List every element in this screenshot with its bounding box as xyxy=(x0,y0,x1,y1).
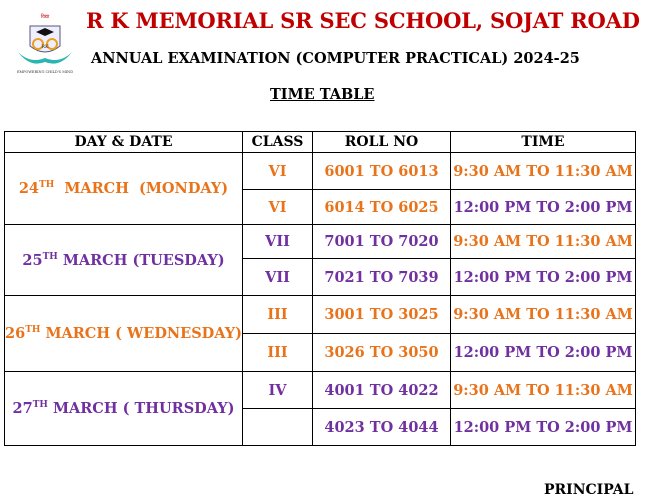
date-text: MARCH ( THURSDAY) xyxy=(47,400,235,417)
class-cell: VII xyxy=(243,259,313,296)
class-cell: VI xyxy=(243,153,313,190)
date-text: MARCH ( WEDNESDAY) xyxy=(40,325,242,342)
table-row xyxy=(5,153,636,190)
svg-text:EMPOWERING CHILD'S MIND: EMPOWERING CHILD'S MIND xyxy=(16,70,74,74)
class-cell: VII xyxy=(243,225,313,259)
roll-cell: 6001 TO 6013 xyxy=(313,153,451,190)
timetable xyxy=(4,131,636,446)
roll-cell: 4001 TO 4022 xyxy=(313,372,451,409)
class-cell: III xyxy=(243,296,313,334)
class-cell: IV xyxy=(243,372,313,409)
col-header-time: TIME xyxy=(451,132,636,153)
time-cell: 12:00 PM TO 2:00 PM xyxy=(451,190,636,225)
day-date-cell xyxy=(5,225,243,296)
time-cell: 9:30 AM TO 11:30 AM xyxy=(451,372,636,409)
date-number: 25 xyxy=(22,251,43,269)
exam-title: ANNUAL EXAMINATION (COMPUTER PRACTICAL) 2024-25 xyxy=(91,50,580,67)
date-suffix: TH xyxy=(39,180,55,191)
roll-cell: 4023 TO 4044 xyxy=(313,409,451,446)
school-name: R K MEMORIAL SR SEC SCHOOL, SOJAT ROAD xyxy=(86,8,640,33)
time-cell: 9:30 AM TO 11:30 AM xyxy=(451,296,636,334)
date-text: MARCH (TUESDAY) xyxy=(57,251,225,269)
time-cell: 9:30 AM TO 11:30 AM xyxy=(451,153,636,190)
col-header-class: CLASS xyxy=(243,132,313,153)
class-cell: III xyxy=(243,334,313,372)
date-number: 27 xyxy=(12,400,33,417)
roll-cell: 6014 TO 6025 xyxy=(313,190,451,225)
date-suffix: TH xyxy=(42,251,58,262)
col-header-date: DAY & DATE xyxy=(5,132,243,153)
class-cell xyxy=(243,409,313,446)
time-cell: 12:00 PM TO 2:00 PM xyxy=(451,259,636,296)
roll-cell: 3026 TO 3050 xyxy=(313,334,451,372)
roll-cell: 7001 TO 7020 xyxy=(313,225,451,259)
svg-text:RK: RK xyxy=(41,44,49,50)
roll-cell: 7021 TO 7039 xyxy=(313,259,451,296)
date-number: 26 xyxy=(5,325,26,342)
col-header-roll: ROLL NO xyxy=(313,132,451,153)
time-cell: 12:00 PM TO 2:00 PM xyxy=(451,334,636,372)
day-date-cell xyxy=(5,296,243,372)
table-row xyxy=(5,372,636,409)
date-number: 24 xyxy=(18,180,40,197)
principal-signature-label: PRINCIPAL xyxy=(544,482,634,498)
time-cell: 9:30 AM TO 11:30 AM xyxy=(451,225,636,259)
time-cell: 12:00 PM TO 2:00 PM xyxy=(451,409,636,446)
date-suffix: TH xyxy=(32,400,48,411)
roll-cell: 3001 TO 3025 xyxy=(313,296,451,334)
table-row xyxy=(5,296,636,334)
day-date-cell xyxy=(5,372,243,446)
time-table-heading: TIME TABLE xyxy=(270,86,375,103)
svg-text:विद्या: विद्या xyxy=(40,14,50,20)
date-text: MARCH (MONDAY) xyxy=(54,180,229,197)
class-cell: VI xyxy=(243,190,313,225)
school-logo xyxy=(14,12,76,74)
day-date-cell xyxy=(5,153,243,225)
table-row xyxy=(5,225,636,259)
date-suffix: TH xyxy=(25,325,41,336)
